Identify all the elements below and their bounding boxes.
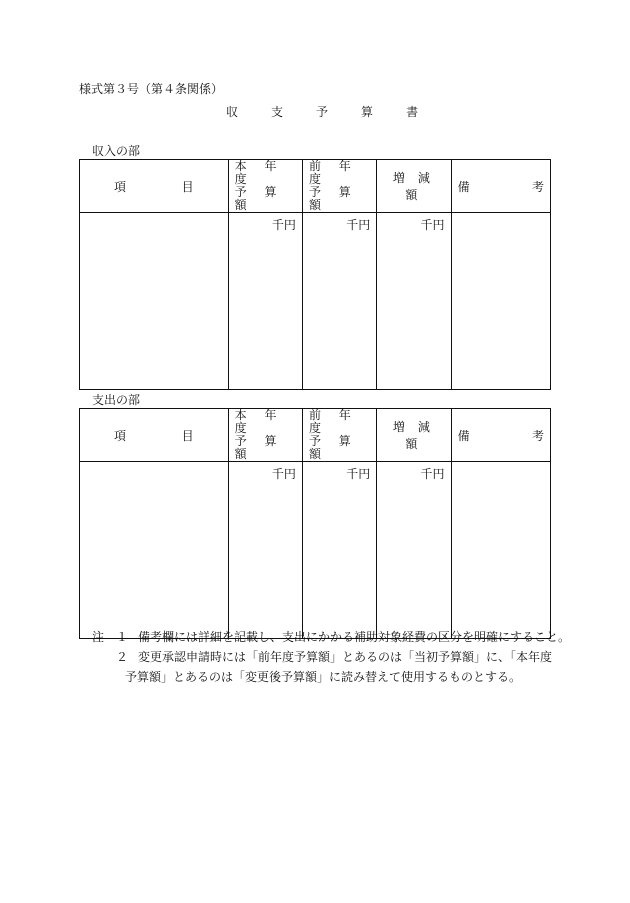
unit-label: 千円 — [420, 467, 445, 481]
title-char: 支 — [271, 105, 284, 119]
unit-label: 千円 — [271, 218, 296, 232]
income-table — [79, 159, 551, 390]
header-difference: 増減額 — [377, 409, 451, 462]
cell-previous-budget[interactable] — [302, 213, 376, 390]
cell-current-budget[interactable] — [228, 462, 302, 639]
header-remarks: 備 考 — [451, 160, 550, 213]
cell-item[interactable] — [80, 462, 229, 639]
cell-item[interactable] — [80, 213, 229, 390]
header-difference: 増減額 — [377, 160, 451, 213]
header-remarks: 備 考 — [451, 409, 550, 462]
note-text-continued: 予算額」とあるのは「変更後予算額」に読み替えて使用するものとする。 — [125, 670, 522, 684]
cell-current-budget[interactable] — [228, 213, 302, 390]
income-section-label: 収入の部 — [92, 144, 141, 158]
header-previous-budget: 前 年 度 予 算 額 — [302, 409, 376, 462]
note-number: ２ — [116, 650, 129, 664]
expense-section-label: 支出の部 — [92, 393, 141, 407]
document-title — [226, 103, 451, 120]
note-number: １ — [116, 630, 129, 644]
header-previous-budget: 前 年 度 予 算 額 — [302, 160, 376, 213]
cell-difference[interactable] — [377, 462, 451, 639]
notes-section — [92, 627, 570, 687]
note-item — [92, 627, 570, 647]
note-mark: 注 — [92, 630, 105, 644]
header-item: 項 目 — [80, 409, 229, 462]
header-current-budget: 本 年 度 予 算 額 — [228, 409, 302, 462]
note-item — [92, 647, 570, 667]
expense-table — [79, 408, 551, 639]
form-number: 様式第３号（第４条関係） — [79, 82, 224, 96]
note-text: 備考欄には詳細を記載し、支出にかかる補助対象経費の区分を明確にすること。 — [138, 630, 571, 644]
table-header-row — [80, 409, 551, 462]
title-char: 収 — [226, 105, 239, 119]
cell-remarks[interactable] — [451, 462, 550, 639]
title-char: 予 — [316, 105, 329, 119]
unit-label: 千円 — [271, 467, 296, 481]
header-current-budget: 本 年 度 予 算 額 — [228, 160, 302, 213]
table-row — [80, 213, 551, 390]
cell-remarks[interactable] — [451, 213, 550, 390]
title-char: 算 — [361, 105, 374, 119]
cell-previous-budget[interactable] — [302, 462, 376, 639]
title-char: 書 — [406, 105, 419, 119]
note-text: 変更承認申請時には「前年度予算額」とあるのは「当初予算額」に、「本年度 — [138, 650, 553, 664]
unit-label: 千円 — [346, 218, 371, 232]
unit-label: 千円 — [420, 218, 445, 232]
header-item: 項 目 — [80, 160, 229, 213]
unit-label: 千円 — [346, 467, 371, 481]
table-header-row — [80, 160, 551, 213]
table-row — [80, 462, 551, 639]
cell-difference[interactable] — [377, 213, 451, 390]
